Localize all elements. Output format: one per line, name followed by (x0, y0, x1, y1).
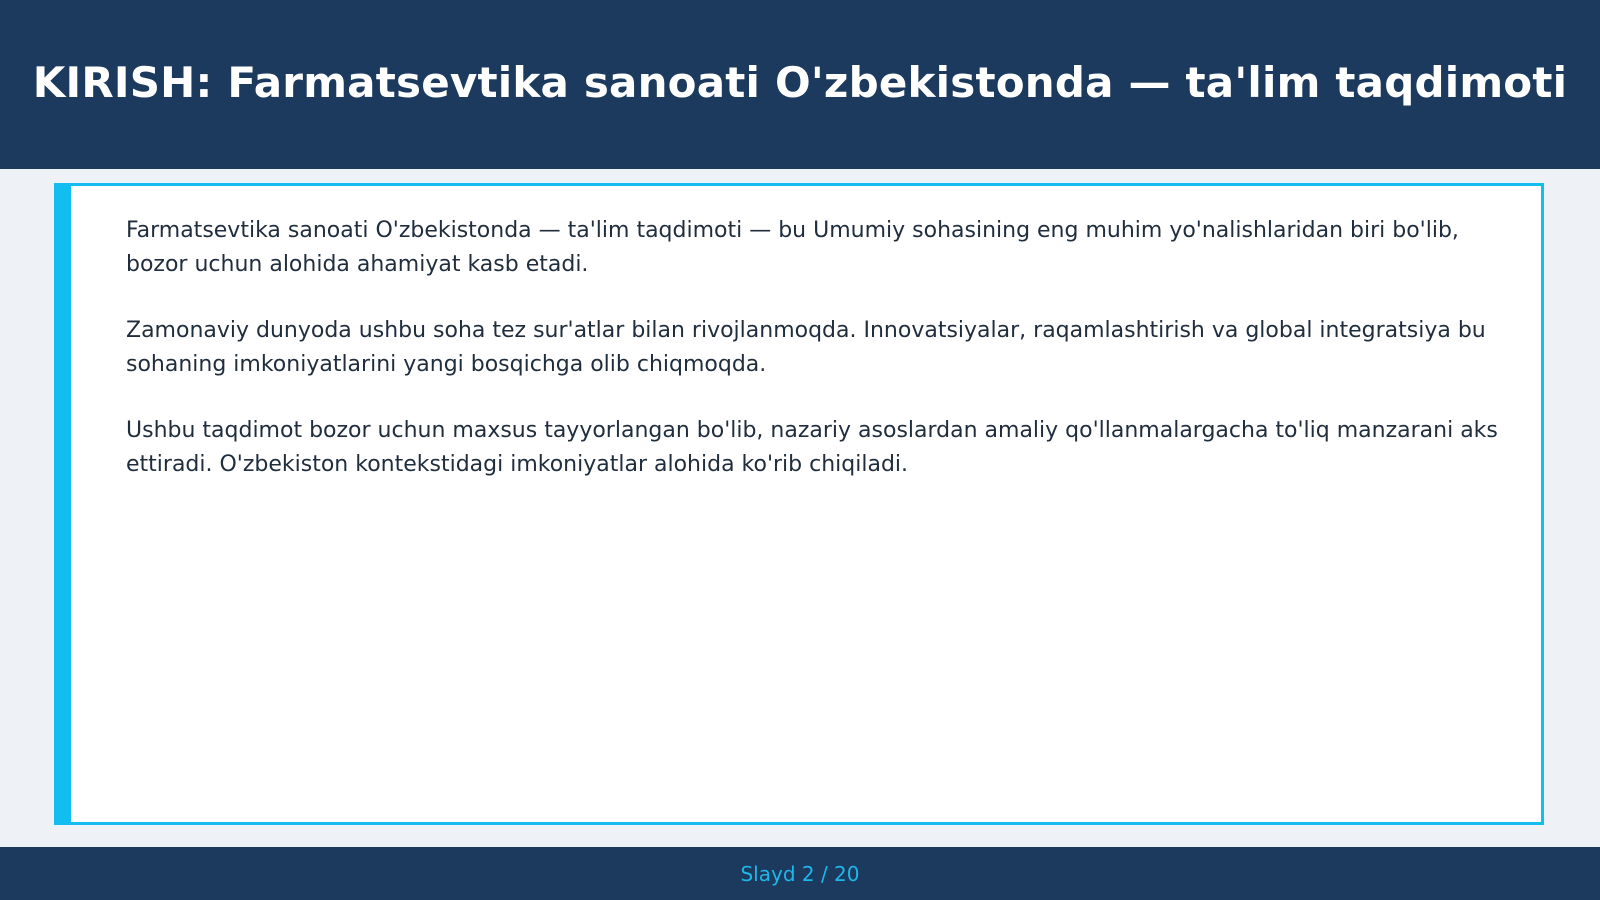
body-text (126, 214, 1506, 514)
paragraph-3: Ushbu taqdimot bozor uchun maxsus tayyorlangan bo'lib, nazariy asoslardan amaliy qo'llanmalargacha to'liq manzarani aks ettiradi. O'zbekiston kontekstidagi imkoniyatlar alohida ko'rib chiqiladi. (126, 418, 1498, 477)
slide-counter: Slayd 2 / 20 (740, 861, 860, 886)
footer-bar (0, 847, 1600, 900)
paragraph-1: Farmatsevtika sanoati O'zbekistonda — ta'lim taqdimoti — bu Umumiy sohasining eng muhim yo'nalishlaridan biri bo'lib, bozor uchun alohida ahamiyat kasb etadi. (126, 218, 1459, 277)
title-bar (0, 0, 1600, 169)
content-box (54, 183, 1544, 825)
slide-title: KIRISH: Farmatsevtika sanoati O'zbekistonda — ta'lim taqdimoti (32, 58, 1568, 107)
paragraph-2: Zamonaviy dunyoda ushbu soha tez sur'atlar bilan rivojlanmoqda. Innovatsiyalar, raqamlashtirish va global integratsiya bu sohaning imkoniyatlarini yangi bosqichga olib chiqmoqda. (126, 318, 1486, 377)
